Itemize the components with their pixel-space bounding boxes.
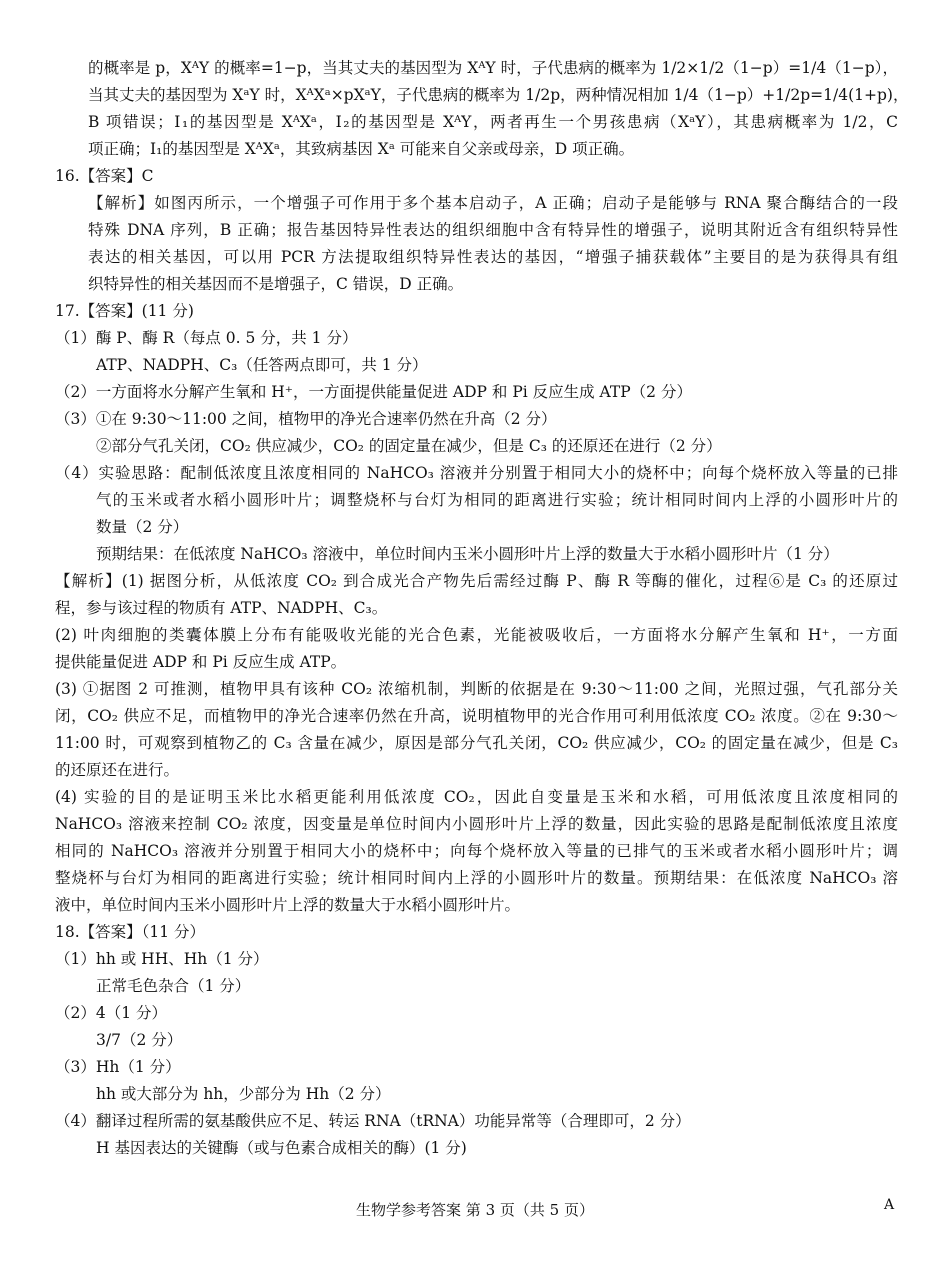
text-line: 【解析】如图丙所示，一个增强子可作用于多个基本启动子，A 正确；启动子是能够与 RNA 聚合酶结合的一段 (88, 194, 898, 212)
text-line: 相同的 NaHCO₃ 溶液并分别置于相同大小的烧杯中；向每个烧杯放入等量的已排气的玉米或者水稻小圆形叶片；调 (55, 842, 898, 860)
text-line: 3/7（2 分） (96, 1031, 183, 1049)
page-footer: 生物学参考答案 第 3 页（共 5 页） (356, 1201, 594, 1219)
text-line: （4）实验思路：配制低浓度且浓度相同的 NaHCO₃ 溶液并分别置于相同大小的烧杯中；向每个烧杯放入等量的已排 (55, 464, 898, 482)
text-line: 提供能量促进 ADP 和 Pi 反应生成 ATP。 (55, 653, 347, 671)
answer-heading-18: 18.【答案】（11 分） (55, 923, 206, 941)
text-line: (2) 叶肉细胞的类囊体膜上分布有能吸收光能的光合色素，光能被吸收后，一方面将水分解产生氧和 H⁺，一方面 (55, 626, 898, 644)
text-line: （3）①在 9:30～11:00 之间，植物甲的净光合速率仍然在升高（2 分） (55, 410, 557, 428)
text-line: 正常毛色杂合（1 分） (96, 977, 251, 995)
text-line: 程，参与该过程的物质有 ATP、NADPH、C₃。 (55, 599, 388, 617)
text-line: 闭，CO₂ 供应不足，而植物甲的净光合速率仍然在升高，说明植物甲的光合作用可利用低浓度 CO₂ 浓度。②在 9:30～ (55, 707, 898, 725)
text-line: 特殊 DNA 序列，B 正确；报告基因特异性表达的组织细胞中含有特异性的增强子，说明其附近含有组织特异性 (88, 221, 898, 239)
text-line: NaHCO₃ 溶液来控制 CO₂ 浓度，因变量是单位时间内小圆形叶片上浮的数量，因此实验的思路是配制低浓度且浓度 (55, 815, 898, 833)
text-line: (3) ①据图 2 可推测，植物甲具有该种 CO₂ 浓缩机制，判断的依据是在 9:30～11:00 之间，光照过强，气孔部分关 (55, 680, 898, 698)
text-line: 表达的相关基因，可以用 PCR 方法提取组织特异性表达的基因，“增强子捕获载体”主要目的是为获得具有组 (88, 248, 898, 266)
text-line: 的还原还在进行。 (55, 761, 180, 779)
text-line: 气的玉米或者水稻小圆形叶片；调整烧杯与台灯为相同的距离进行实验；统计相同时间内上浮的小圆形叶片的 (96, 491, 898, 509)
text-line: B 项错误；Ⅰ₁的基因型是 XᴬXᵃ，Ⅰ₂的基因型是 XᴬY，两者再生一个男孩患病（XᵃY），其患病概率为 1/2，C (88, 113, 898, 131)
text-line: 预期结果：在低浓度 NaHCO₃ 溶液中，单位时间内玉米小圆形叶片上浮的数量大于水稻小圆形叶片（1 分） (96, 545, 839, 563)
text-line: 液中，单位时间内玉米小圆形叶片上浮的数量大于水稻小圆形叶片。 (55, 896, 521, 914)
text-line: 整烧杯与台灯为相同的距离进行实验；统计相同时间内上浮的小圆形叶片的数量。预期结果：在低浓度 NaHCO₃ 溶 (55, 869, 898, 887)
text-line: ATP、NADPH、C₃（任答两点即可，共 1 分） (96, 356, 428, 374)
text-line: ②部分气孔关闭，CO₂ 供应减少，CO₂ 的固定量在减少，但是 C₃ 的还原还在进行（2 分） (96, 437, 722, 455)
text-line: H 基因表达的关键酶（或与色素合成相关的酶）(1 分) (96, 1139, 467, 1157)
text-line: 当其丈夫的基因型为 XᵃY 时，XᴬXᵃ×pXᵃY，子代患病的概率为 1/2p，两种情况相加 1/4（1−p）+1/2p=1/4(1+p)， (88, 86, 909, 104)
text-line: （1）hh 或 HH、Hh（1 分） (55, 950, 269, 968)
text-line: hh 或大部分为 hh，少部分为 Hh（2 分） (96, 1085, 391, 1103)
text-line: 项正确；Ⅰ₁的基因型是 XᴬXᵃ，其致病基因 Xᵃ 可能来自父亲或母亲，D 项正确。 (88, 140, 635, 158)
text-line: (4) 实验的目的是证明玉米比水稻更能利用低浓度 CO₂，因此自变量是玉米和水稻，可用低浓度且浓度相同的 (55, 788, 898, 806)
text-line: 11:00 时，可观察到植物乙的 C₃ 含量在减少，原因是部分气孔关闭，CO₂ 供应减少，CO₂ 的固定量在减少，但是 C₃ (55, 734, 898, 752)
text-line: （4）翻译过程所需的氨基酸供应不足、转运 RNA（tRNA）功能异常等（合理即可，2 分） (55, 1112, 691, 1130)
text-line: 的概率是 p，XᴬY 的概率=1−p，当其丈夫的基因型为 XᴬY 时，子代患病的概率为 1/2×1/2（1−p）=1/4（1−p）， (88, 59, 898, 77)
text-line: （2）4（1 分） (55, 1004, 168, 1022)
answer-heading-17: 17.【答案】(11 分) (55, 302, 194, 320)
version-mark: A (884, 1197, 895, 1213)
text-line: （3）Hh（1 分） (55, 1058, 181, 1076)
text-line: （1）酶 P、酶 R（每点 0. 5 分，共 1 分） (55, 329, 358, 347)
text-line: 数量（2 分） (96, 518, 189, 536)
text-line: 织特异性的相关基因而不是增强子，C 错误，D 正确。 (88, 275, 464, 293)
text-line: （2）一方面将水分解产生氧和 H⁺，一方面提供能量促进 ADP 和 Pi 反应生成 ATP（2 分） (55, 383, 692, 401)
answer-heading-16: 16.【答案】C (55, 167, 154, 185)
text-line: 【解析】(1) 据图分析，从低浓度 CO₂ 到合成光合产物先后需经过酶 P、酶 R 等酶的催化，过程⑥是 C₃ 的还原过 (55, 572, 898, 590)
